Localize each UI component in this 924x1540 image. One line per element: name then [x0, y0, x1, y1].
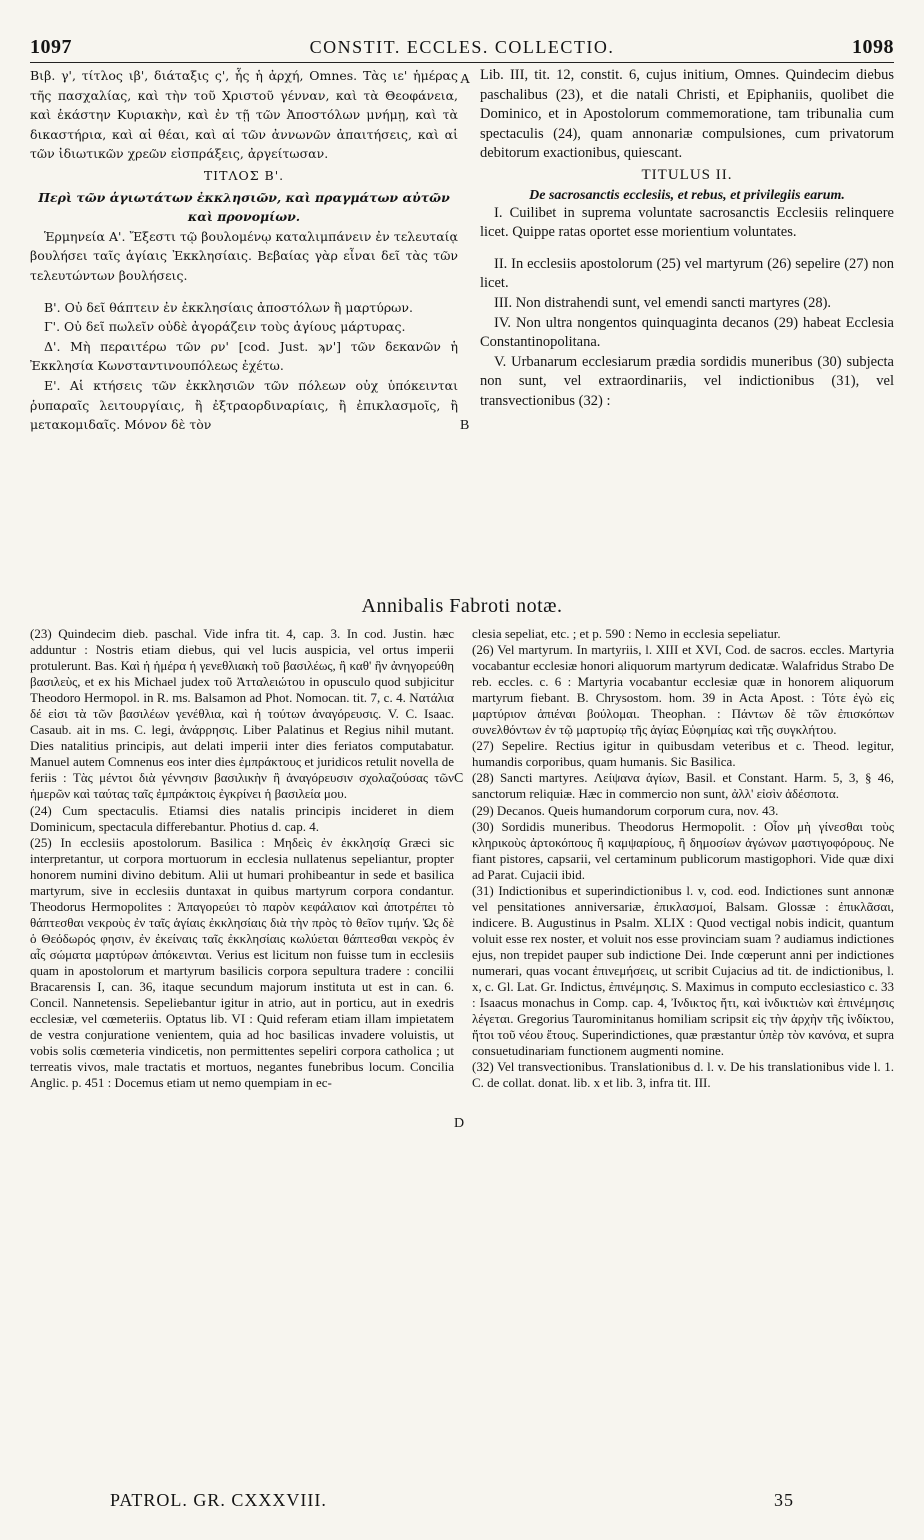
margin-letter-d: D: [454, 1116, 465, 1131]
page-footer: [110, 1490, 794, 1511]
latin-column: [468, 66, 894, 616]
running-head: [30, 36, 894, 58]
text-columns: [30, 66, 894, 616]
note-30: (30) Sordidis muneribus. Theodorus Hermopolit. : Οἷον μὴ γίνεσθαι τοὺς κληρικοὺς ἀρτοκόπους ἢ καμψαρίους, ἢ δημοσίων ἀγώνων μαστιγοφόρους. Ne fiant pistores, capsarii, vel certaminum publicorum mastigophori. Vide quæ dixi ad Parat. Cujacii ibid.: [472, 818, 894, 882]
greek-para-4: Δ'. Μὴ περαιτέρω τῶν ρν' [cod. Just. ϡν'] τῶν δεκανῶν ἡ Ἐκκλησία Κωνσταντινουπόλεως ἐχέτω.: [30, 338, 458, 374]
latin-para-3: III. Non distrahendi sunt, vel emendi sancti martyres (28).: [494, 294, 832, 311]
note-25-cont: clesia sepeliat, etc. ; et p. 590 : Nemo in ecclesia sepeliatur.: [472, 626, 781, 641]
page-number-right: 1098: [852, 36, 894, 58]
greek-para-1: Ἑρμηνεία Α'. Ἔξεστι τῷ βουλομένῳ καταλιμπάνειν ἐν τελευταίᾳ βουλήσει ταῖς ἁγίαις Ἐκκλησίαις. Βεβαίας γὰρ εἶναι δεῖ τὰς τῶν τελευτώντων βουλήσεις.: [30, 228, 458, 283]
note-31: (31) Indictionibus et superindictionibus l. v, cod. eod. Indictiones sunt annonæ vel pensitationes anniversariæ, ἐπικλασμοί, Balsam. Glossæ : ἐπικλᾶσαι, indicere. B. Augustinus in Psalm. XLIX : Quod vectigal nobis indicit, quantum voluit esse rex noster, et voluit nos esse provinciam suam ? audiamus indictiones ejus, non trepidet pauper sub indictione Dei. Inde cœperunt anni per indictiones numerari, quas vocant ἐπινεμήσεις, ut scribit Cujacius ad tit. de indictionibus, l. x, c. Gl. Lat. Gr. Indictus, ἐπινέμησις. S. Maximus in computo ecclesiastico c. 33 : Isaacus monachus in Comp. cap. 4, Ἰνδικτος ἤτι, καὶ ἰνδικτιὼν καὶ ἐπινέμησις λέγεται. Gregorius Taurominitanus homiliam scripsit εἰς τὴν ἀρχὴν τῆς ἰνδίκτου, ἤτοι τοῦ νέου ἔτους. Superindictiones, quæ præstantur ὑπὲρ τὸν κανόνα, et supra consuetudinariam functionem augmenti nomine.: [472, 882, 894, 1059]
footer-series: PATROL. GR. CXXXVIII.: [110, 1490, 327, 1510]
note-25: (25) In ecclesiis apostolorum. Basilica : Μηδεὶς ἐν ἐκκλησίᾳ Græci sic interpretantur, ut corpora mortuorum in ecclesia nullatenus sepeliantur, propter honorem numini divino debitum. Alii ut humari prohibeantur in sede et basilica martyrum, sive in ecclesiis duntaxat in quibus martyrum corpora condantur. Theodorus Hermopolites : Ἀπαγορεύει τὸ παρὸν κεφάλαιον καὶ ἀποτρέπει τὸ θάπτεσθαι νεκροὺς ἐν ταῖς ἁγίαις ἐκκλησίαις διὰ τὴν πρὸς τὸ θεῖον τιμήν. Ὡς δὲ ὁ Θεόδωρός φησιν, ἐν ἐκείναις ταῖς ἐκκλησίαις κωλύεται θάπτεσθαι νεκρὸς ἐν αἷς σώματα μαρτύρων ἀπόκεινται. Verius est licitum non fuisse tum in ecclesiis quam in apostolorum et martyrum basilicis corpora sepultura tradere : concilii Bracarensis I, can. 36, itaque secundum majorum instituta ut est in can. 6. Concil. Nannetensis. Sepeliebantur igitur in atrio, aut in porticu, aut in exedris ecclesiæ, vel cœmeteriis. Optatus lib. VI : Quid referam etiam illam impietatem de vestra conjuratione venientem, quia ad hoc basilicas invadere voluistis, ut vobis solis cœmeteria vindicetis, non permittentes sepeliri corpora catholica ; ut terreatis vivos, male tractatis et mortuos, negantes funebribus locum. Concilia Anglic. p. 451 : Docemus etiam ut nemo quempiam in ec-: [30, 834, 454, 1091]
latin-para-4: IV. Non ultra nongentos quinquaginta decanos (29) habeat Ecclesia Constantinopolitana.: [480, 314, 894, 351]
footer-sheet-number: 35: [774, 1490, 794, 1510]
latin-intro: Lib. III, tit. 12, constit. 6, cujus initium, Omnes. Quindecim diebus paschalibus (23), et die natali Christi, et Epiphaniis, quolibet die Dominico, et in Apostolorum commemoratione, tam tribunalia cum spectaculis (24), quam annonariæ compulsiones, cum privatorum debitorum exactionibus, quiescant.: [480, 67, 894, 162]
note-23: (23) Quindecim dieb. paschal. Vide infra tit. 4, cap. 3. In cod. Justin. hæc adduntur : Nostris etiam diebus, qui vel lucis auspicia, vel ortus imperii protulerunt. Bas. Καὶ ἡ ἡμέρα ἡ γενεθλιακὴ τοῦ βασιλέως, ἢ καθ' ἣν ἀνηγορεύθη βασιλεὺς, et ex his Michael judex τοῦ Ἀτταλειώτου in opusculo quod subjicitur Theodoro Hermopol. in R. ms. Balsamon ad Phot. Nomocan. tit. 7, c. 4. Νατάλια δέ εἰσι τὰ τῶν βασιλέων γενέθλια, καὶ ἡ τούτων ἀναγόρευσις. V. C. Isaac. Casaub. ait in ms. C. legi, ἀνάρρησις. Liber Palatinus et Regius nihil mutant. Dies natalitius principis, aut delati imperii inter dies feriatos computabatur. Manuel autem Comnenus eos inter dies ἐμπράκτους et juridicos retulit novella de feriis : Τὰς μέντοι διὰ γέννησιν βασιλικὴν ἢ ἀναγόρευσιν σχολαζούσας τῶν ἡμερῶν καὶ ταύτας ταῖς ἐμπράκτοις ἐγκρίνει ἡ βασιλεία μου.: [30, 626, 454, 802]
margin-letter-c: C: [454, 771, 464, 786]
greek-para-5: Ε'. Αἱ κτήσεις τῶν ἐκκλησιῶν τῶν πόλεων οὐχ ὑπόκεινται ῥυπαραῖς λειτουργίαις, ἢ ἐξτραορδιναρίαις, ἢ ἐπικλασμοῖς, ἢ μετακομιδαῖς. Μόνον δὲ τὸν: [30, 377, 458, 433]
latin-title-sub: De sacrosanctis ecclesiis, et rebus, et privilegiis earum.: [529, 187, 845, 203]
note-32: (32) Vel transvectionibus. Translationibus d. l. v. De his translationibus vide l. 1. C. de collat. donat. lib. x et lib. 3, infra tit. III.: [472, 1059, 894, 1091]
notes-left-column: [30, 626, 465, 1486]
notes-right-column: [462, 626, 894, 1486]
notes-title: Annibalis Fabroti notæ.: [361, 595, 563, 617]
latin-para-2: II. In ecclesiis apostolorum (25) vel martyrum (26) sepelire (27) non licet.: [480, 255, 894, 292]
running-title: CONSTIT. ECCLES. COLLECTIO.: [309, 37, 615, 57]
header-rule: [30, 62, 894, 63]
note-24: (24) Cum spectaculis. Etiamsi dies natalis principis incideret in diem Dominicum, spectacula differebantur. Photius d. cap. 4.: [30, 802, 454, 834]
greek-para-3: Γ'. Οὐ δεῖ πωλεῖν οὐδὲ ἀγοράζειν τοὺς ἁγίους μάρτυρας.: [44, 319, 406, 335]
note-27: (27) Sepelire. Rectius igitur in quibusdam veteribus et c. Theod. legitur, humandis corporibus, quam humanis. Sic Basilica.: [472, 738, 894, 770]
notes-columns: [30, 626, 894, 1486]
note-29: (29) Decanos. Queis humandorum corporum cura, nov. 43.: [472, 802, 779, 818]
page-number-left: 1097: [30, 36, 72, 58]
latin-para-1: I. Cuilibet in suprema voluntate sacrosanctis Ecclesiis relinquere licet. Quippe ratas oportet esse morientium voluntates.: [480, 204, 894, 241]
greek-title-heading: ΤΙΤΛΟΣ Β'.: [203, 167, 285, 183]
greek-intro: Βιβ. γ', τίτλος ιβ', διάταξις ς', ἧς ἡ ἀρχή, Omnes. Τὰς ιε' ἡμέρας τῆς πασχαλίας, καὶ τὴν τοῦ Χριστοῦ γένναν, καὶ τὰ Θεοφάνεια, καὶ ἑκάστην Κυριακὴν, καὶ ἐν τῇ τῶν Ἀποστόλων μνήμῃ, καὶ τὰ δικαστήρια, καὶ αἱ θέαι, καὶ αἱ τῶν ἀννωνῶν ἀπαιτήσεις, καὶ αἱ τῶν ἰδιωτικῶν χρεῶν εἰσπράξεις, ἀργείτωσαν.: [30, 68, 458, 162]
latin-para-5: V. Urbanarum ecclesiarum prædia sordidis muneribus (30) subjecta non sunt, vel extraordinariis, vel indictionibus (31), vel transvectionibus (32) :: [480, 353, 894, 409]
note-26: (26) Vel martyrum. In martyriis, l. XIII et XVI, Cod. de sacros. eccles. Martyria vocabantur ecclesiæ honori aliquorum martyrum dedicatæ. Walafridus Strabo De reb. eccles. c. 6 : Martyria vocabantur ecclesiæ quæ in honorem aliquorum martyrum fiebant. B. Chrysostom. hom. 39 in Acta Apost. : Τότε ἐγὼ εἰς μαρτύριον ἀπιέναι βούλομαι. Theophan. : Πάντων δὲ τῶν ἐπισκόπων συνελθόντων ἐν τῷ μαρτυρίῳ τῆς ἁγίας Εὐφημίας καὶ τῆς συγκλήτου.: [472, 642, 894, 738]
margin-letter-a: A: [460, 72, 471, 87]
note-28: (28) Sancti martyres. Λείψανα ἁγίων, Basil. et Constant. Harm. 5, 3, § 46, sanctorum reliquiæ. Hæc in commercio non sunt, ἀλλ' εἰσὶν ἀδέσποτα.: [472, 770, 894, 802]
margin-letter-b: B: [460, 418, 470, 433]
greek-para-2: Β'. Οὐ δεῖ θάπτειν ἐν ἐκκλησίαις ἀποστόλων ἢ μαρτύρων.: [44, 299, 413, 315]
greek-title-sub: Περὶ τῶν ἁγιωτάτων ἐκκλησιῶν, καὶ πραγμάτων αὐτῶν καὶ προνομίων.: [38, 189, 450, 225]
latin-title-heading: TITULUS II.: [641, 166, 733, 183]
greek-column: [30, 66, 471, 616]
